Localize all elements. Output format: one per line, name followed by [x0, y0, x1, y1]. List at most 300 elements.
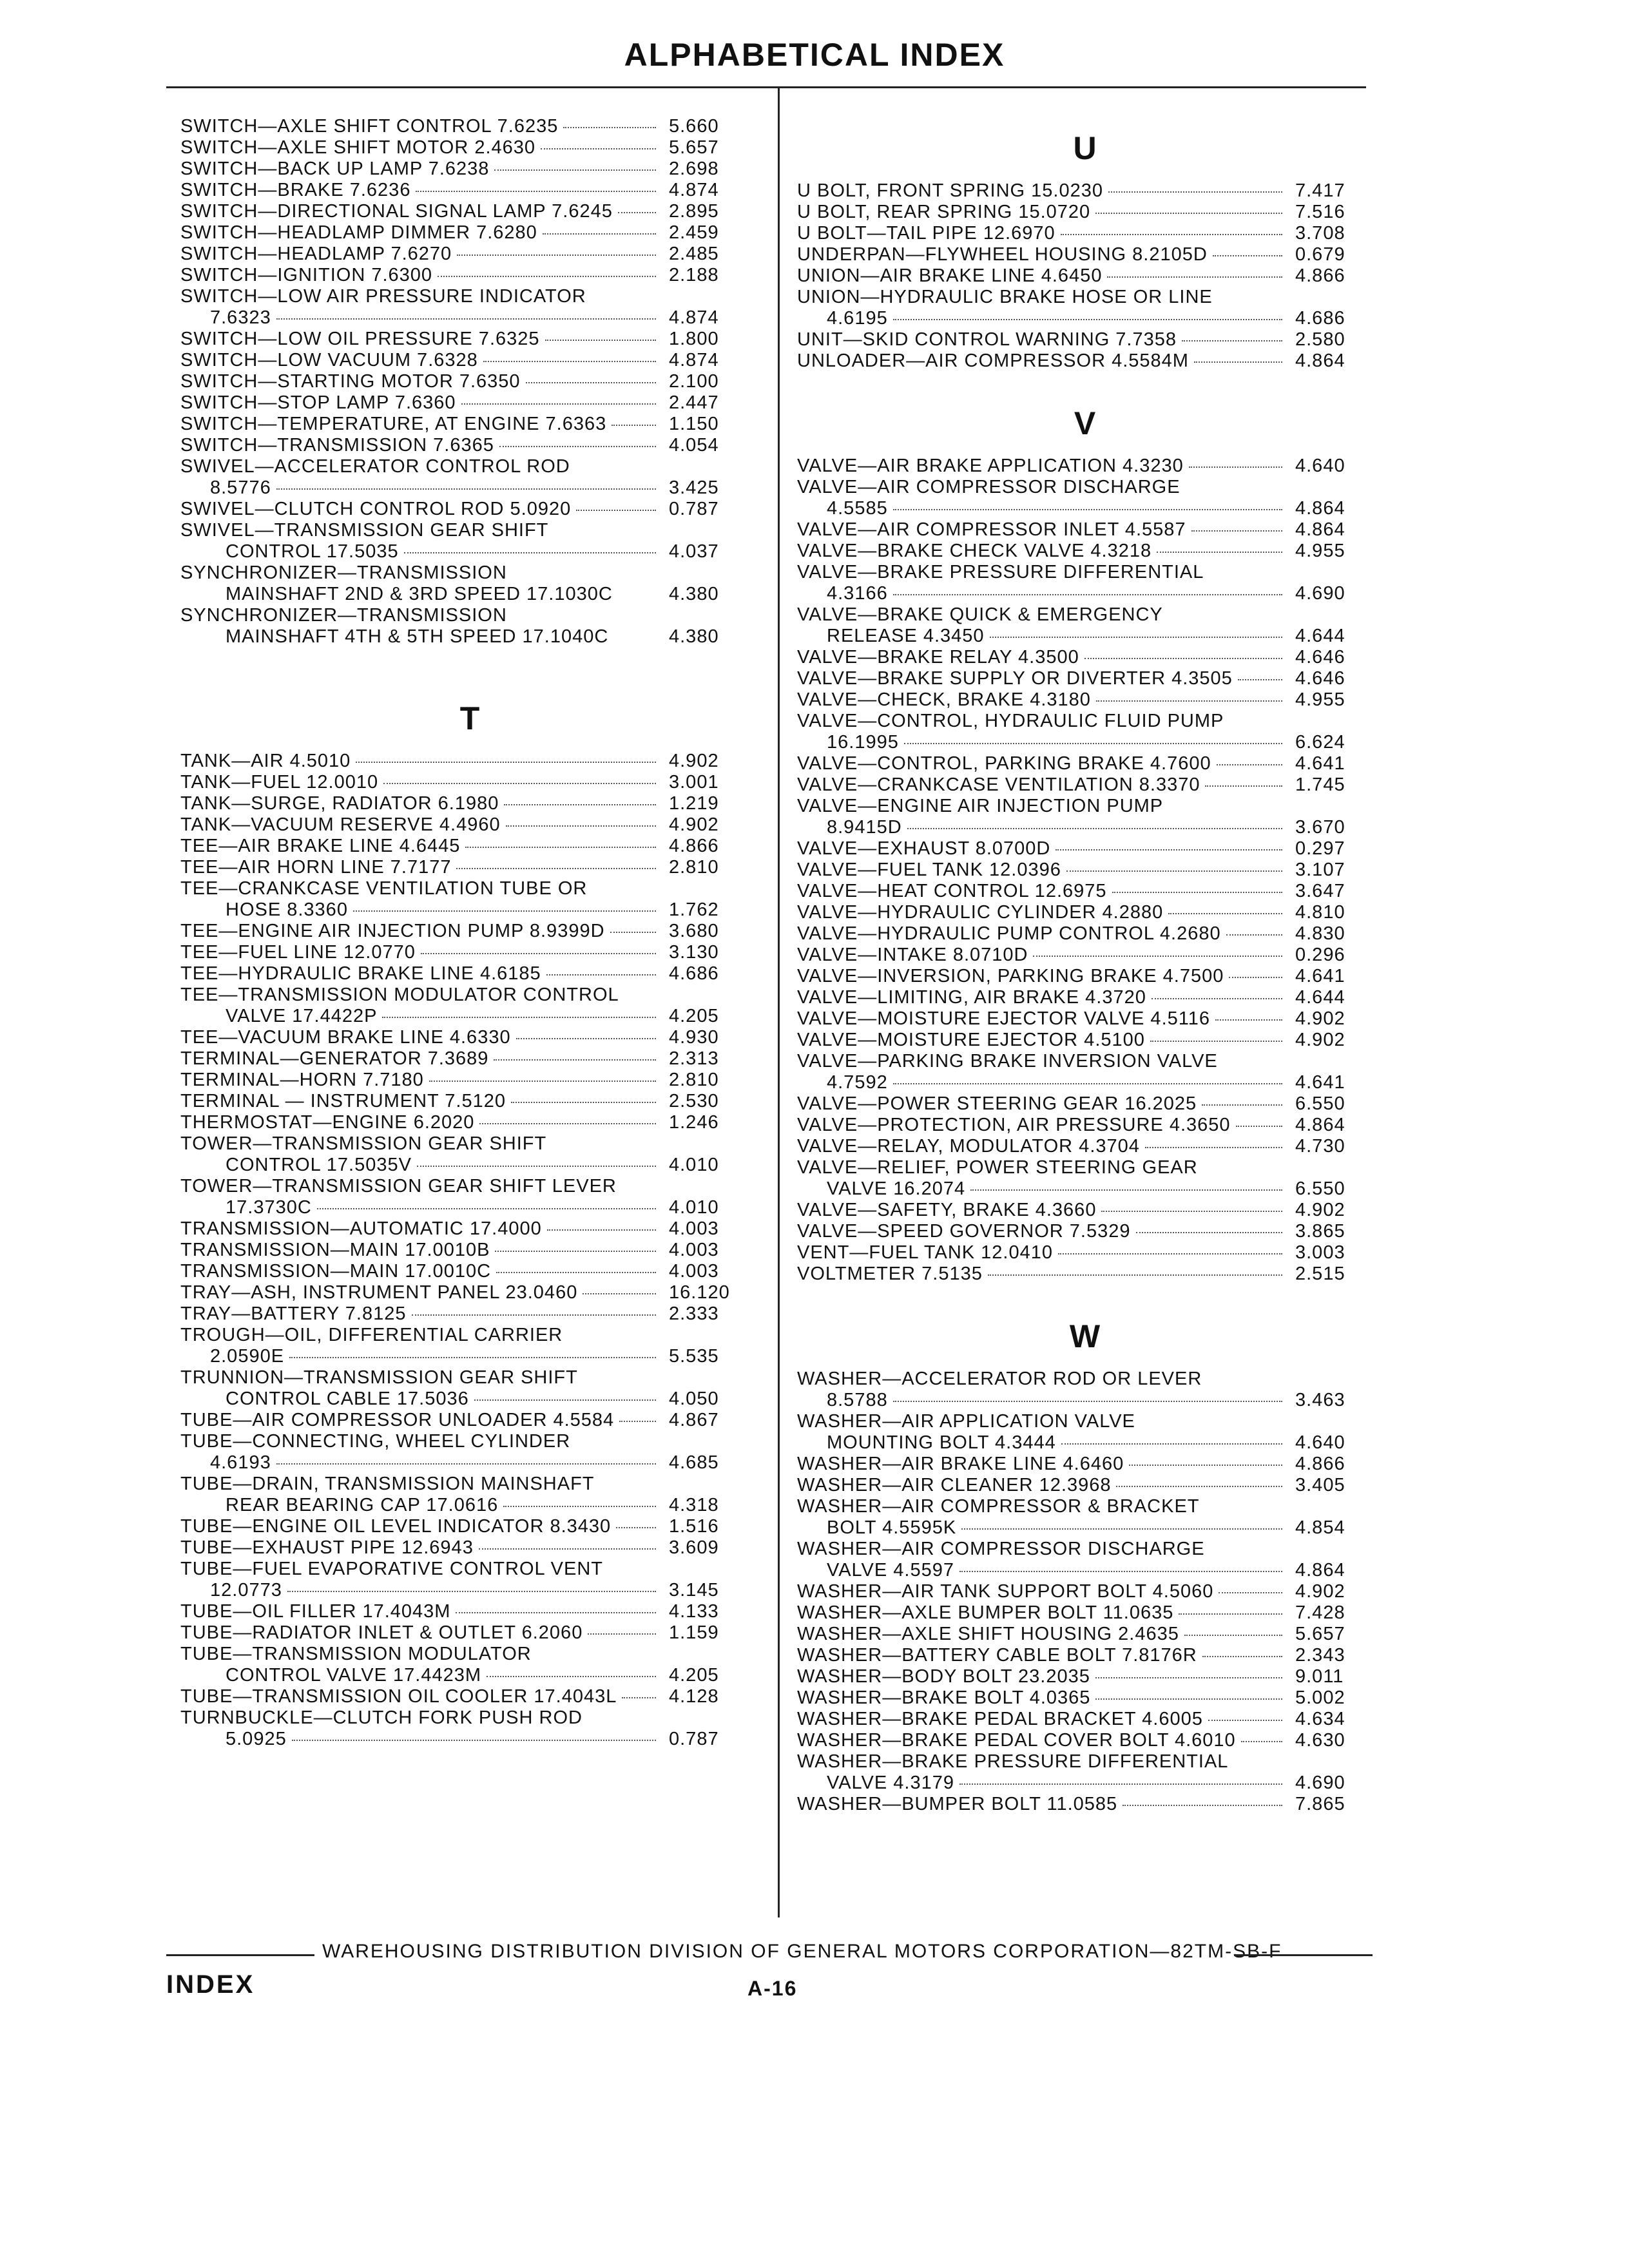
entry-text: SWIVEL—ACCELERATOR CONTROL ROD — [180, 456, 570, 477]
index-entry — [797, 945, 1373, 966]
index-entry — [180, 371, 759, 392]
entry-page: 4.380 — [669, 626, 719, 647]
entry-page: 4.644 — [1295, 626, 1345, 646]
entry-page: 4.902 — [1295, 1581, 1345, 1602]
entry-text: VALVE—CONTROL, HYDRAULIC FLUID PUMP — [797, 711, 1224, 731]
entry-page: 4.874 — [669, 180, 719, 200]
dot-leader — [317, 1208, 656, 1209]
entry-page: 1.745 — [1295, 774, 1345, 795]
entry-page: 3.647 — [1295, 881, 1345, 901]
entry-page: 4.867 — [669, 1410, 719, 1430]
entry-text: VALVE—MOISTURE EJECTOR 4.5100 — [797, 1030, 1145, 1050]
index-entry — [180, 626, 759, 648]
index-entry — [180, 1580, 759, 1601]
index-entry — [797, 1475, 1373, 1496]
index-entry — [797, 1602, 1373, 1624]
entry-text: WASHER—AIR COMPRESSOR & BRACKET — [797, 1496, 1200, 1517]
index-entry — [180, 1261, 759, 1282]
dot-leader — [504, 804, 656, 805]
index-entry — [180, 1091, 759, 1112]
entry-text: WASHER—BRAKE PRESSURE DIFFERENTIAL — [797, 1751, 1229, 1772]
entry-text: VALVE—BRAKE PRESSURE DIFFERENTIAL — [797, 562, 1204, 582]
index-entry — [180, 520, 759, 541]
entry-page: 0.679 — [1295, 244, 1345, 265]
entry-text: MOUNTING BOLT 4.3444 — [827, 1432, 1056, 1453]
entry-page: 4.930 — [669, 1027, 719, 1048]
entry-text: TEE—TRANSMISSION MODULATOR CONTROL — [180, 985, 619, 1005]
entry-page: 4.686 — [669, 963, 719, 984]
entry-text: VALVE—FUEL TANK 12.0396 — [797, 860, 1061, 880]
index-entry — [180, 1431, 759, 1452]
entry-page: 1.762 — [669, 899, 719, 920]
index-entry — [797, 1030, 1373, 1051]
index-entry — [180, 1559, 759, 1580]
entry-text: TEE—AIR BRAKE LINE 4.6445 — [180, 836, 461, 856]
entry-text: TRANSMISSION—MAIN 17.0010B — [180, 1240, 490, 1260]
dot-leader — [483, 361, 656, 362]
index-entry — [797, 180, 1373, 202]
entry-page: 4.874 — [669, 350, 719, 370]
entry-text: VALVE—HYDRAULIC CYLINDER 4.2880 — [797, 902, 1164, 923]
index-entry — [180, 1686, 759, 1707]
entry-text: SWITCH—BRAKE 7.6236 — [180, 180, 411, 200]
entry-page: 4.010 — [669, 1155, 719, 1175]
footer-page-number: A-16 — [747, 1977, 798, 2000]
index-entry — [797, 1496, 1373, 1517]
entry-text: 8.5788 — [827, 1390, 888, 1410]
entry-page: 0.296 — [1295, 945, 1345, 965]
entry-text: TROUGH—OIL, DIFFERENTIAL CARRIER — [180, 1325, 563, 1345]
entry-text: 12.0773 — [210, 1580, 282, 1600]
entry-page: 3.107 — [1295, 860, 1345, 880]
dot-leader — [893, 1083, 1282, 1084]
entry-text: VALVE—ENGINE AIR INJECTION PUMP — [797, 796, 1164, 816]
entry-text: WASHER—BATTERY CABLE BOLT 7.8176R — [797, 1645, 1197, 1666]
index-entry — [180, 477, 759, 499]
entry-text: SWITCH—LOW VACUUM 7.6328 — [180, 350, 478, 370]
dot-leader — [1202, 1104, 1282, 1106]
footer-text: WAREHOUSING DISTRIBUTION DIVISION OF GENERAL MOTORS CORPORATION—82TM-SB-F — [322, 1941, 1282, 1962]
entry-page: 3.001 — [669, 772, 719, 793]
entry-page: 3.680 — [669, 921, 719, 941]
entry-page: 4.003 — [669, 1261, 719, 1282]
index-entry — [797, 265, 1373, 287]
section-letter-w: W — [1069, 1318, 1101, 1354]
entry-text: CONTROL 17.5035V — [226, 1155, 412, 1175]
dot-leader — [1236, 1126, 1282, 1127]
entry-text: 4.7592 — [827, 1072, 888, 1093]
index-entry — [180, 1112, 759, 1133]
entry-page: 9.011 — [1295, 1666, 1344, 1687]
dot-leader — [276, 318, 656, 320]
index-entry — [797, 604, 1373, 626]
index-entry — [180, 456, 759, 477]
entry-text: TOWER—TRANSMISSION GEAR SHIFT — [180, 1133, 547, 1154]
dot-leader — [456, 1612, 656, 1613]
index-entry — [797, 1411, 1373, 1432]
dot-leader — [990, 637, 1282, 638]
entry-page: 5.660 — [669, 116, 719, 137]
dot-leader — [1229, 977, 1282, 978]
entry-text: SWITCH—TEMPERATURE, AT ENGINE 7.6363 — [180, 414, 607, 434]
entry-page: 1.800 — [669, 329, 719, 349]
index-entry — [797, 1517, 1373, 1539]
dot-leader — [383, 783, 656, 784]
dot-leader — [1095, 1677, 1282, 1678]
dot-leader — [506, 825, 656, 827]
entry-page: 4.003 — [669, 1218, 719, 1239]
dot-leader — [893, 1401, 1282, 1402]
index-entry — [180, 1622, 759, 1644]
entry-page: 2.530 — [669, 1091, 719, 1111]
dot-leader — [494, 1059, 656, 1061]
entry-text: WASHER—AIR TANK SUPPORT BOLT 4.5060 — [797, 1581, 1214, 1602]
index-entry — [797, 351, 1373, 372]
entry-text: TUBE—EXHAUST PIPE 12.6943 — [180, 1537, 474, 1558]
index-entry — [797, 519, 1373, 541]
section-letter-v: V — [1074, 405, 1096, 441]
dot-leader — [1182, 340, 1282, 341]
entry-page: 4.902 — [669, 751, 719, 771]
entry-page: 4.864 — [1295, 1560, 1345, 1581]
entry-page: 2.333 — [669, 1303, 719, 1324]
dot-leader — [421, 953, 656, 954]
entry-page: 4.640 — [1295, 456, 1345, 476]
entry-page: 4.644 — [1295, 987, 1345, 1008]
entry-text: WASHER—BRAKE PEDAL COVER BOLT 4.6010 — [797, 1730, 1236, 1751]
index-entry — [797, 329, 1373, 351]
dot-leader — [1101, 1211, 1282, 1212]
dot-leader — [1112, 892, 1282, 893]
dot-leader — [1058, 1253, 1282, 1254]
entry-text: U BOLT, REAR SPRING 15.0720 — [797, 202, 1091, 222]
dot-leader — [893, 594, 1282, 595]
index-entry — [797, 477, 1373, 498]
index-entry — [797, 1242, 1373, 1264]
entry-text: TUBE—ENGINE OIL LEVEL INDICATOR 8.3430 — [180, 1516, 612, 1537]
dot-leader — [1061, 234, 1282, 235]
index-entry — [797, 1687, 1373, 1709]
entry-text: VALVE 16.2074 — [827, 1178, 966, 1199]
entry-text: TEE—CRANKCASE VENTILATION TUBE OR — [180, 878, 588, 899]
entry-text: SWITCH—AXLE SHIFT CONTROL 7.6235 — [180, 116, 559, 137]
dot-leader — [412, 1314, 657, 1316]
entry-text: SWITCH—LOW AIR PRESSURE INDICATOR — [180, 286, 586, 307]
index-entry — [180, 201, 759, 222]
entry-text: BOLT 4.5595K — [827, 1517, 957, 1538]
entry-text: TEE—VACUUM BRAKE LINE 4.6330 — [180, 1027, 511, 1048]
entry-page: 4.641 — [1295, 753, 1345, 774]
dot-leader — [287, 1591, 656, 1592]
dot-leader — [1152, 998, 1282, 999]
index-entry — [797, 498, 1373, 519]
dot-leader — [1123, 1805, 1282, 1806]
index-entry — [180, 265, 759, 286]
index-entry — [797, 1794, 1373, 1815]
entry-page: 3.003 — [1295, 1242, 1345, 1263]
index-entry — [797, 1560, 1373, 1581]
dot-leader — [292, 1740, 656, 1741]
index-entry — [180, 1197, 759, 1218]
entry-page: 4.864 — [1295, 498, 1345, 519]
dot-leader — [1084, 658, 1282, 659]
dot-leader — [618, 212, 656, 213]
index-entry — [797, 456, 1373, 477]
entry-text: TRANSMISSION—MAIN 17.0010C — [180, 1261, 492, 1282]
index-entry — [797, 1093, 1373, 1115]
dot-leader — [1238, 679, 1282, 680]
entry-text: TUBE—RADIATOR INLET & OUTLET 6.2060 — [180, 1622, 583, 1643]
entry-text: SYNCHRONIZER—TRANSMISSION — [180, 562, 507, 583]
dot-leader — [583, 1293, 656, 1294]
entry-page: 7.865 — [1295, 1794, 1345, 1814]
entry-text: SWITCH—AXLE SHIFT MOTOR 2.4630 — [180, 137, 536, 158]
entry-text: UNION—AIR BRAKE LINE 4.6450 — [797, 265, 1103, 286]
index-entry — [180, 1410, 759, 1431]
entry-text: SYNCHRONIZER—TRANSMISSION — [180, 605, 507, 626]
entry-text: TEE—ENGINE AIR INJECTION PUMP 8.9399D — [180, 921, 605, 941]
section-letter-u: U — [1073, 130, 1097, 166]
entry-page: 4.050 — [669, 1389, 719, 1409]
dot-leader — [1033, 956, 1282, 957]
index-entry — [797, 1264, 1373, 1285]
entry-text: TEE—HYDRAULIC BRAKE LINE 4.6185 — [180, 963, 541, 984]
index-entry — [797, 987, 1373, 1008]
entry-page: 4.318 — [669, 1495, 719, 1515]
entry-page: 4.641 — [1295, 1072, 1345, 1093]
entry-text: REAR BEARING CAP 17.0616 — [226, 1495, 499, 1515]
entry-text: SWITCH—STARTING MOTOR 7.6350 — [180, 371, 521, 392]
dot-leader — [576, 510, 656, 511]
entry-text: SWITCH—HEADLAMP DIMMER 7.6280 — [180, 222, 537, 243]
entry-page: 4.902 — [1295, 1030, 1345, 1050]
left-column — [180, 116, 759, 1750]
entry-text: WASHER—BRAKE BOLT 4.0365 — [797, 1687, 1091, 1708]
dot-leader — [612, 425, 656, 426]
entry-text: TERMINAL — INSTRUMENT 7.5120 — [180, 1091, 506, 1111]
footer-rule-right — [1234, 1954, 1373, 1956]
index-entry — [180, 180, 759, 201]
dot-leader — [503, 1506, 656, 1507]
entry-text: U BOLT—TAIL PIPE 12.6970 — [797, 223, 1055, 244]
entry-text: VALVE—AIR COMPRESSOR INLET 4.5587 — [797, 519, 1186, 540]
dot-leader — [616, 1527, 656, 1528]
index-entry — [797, 860, 1373, 881]
index-entry — [180, 836, 759, 857]
entry-page: 1.219 — [669, 793, 719, 814]
entry-text: TRANSMISSION—AUTOMATIC 17.4000 — [180, 1218, 542, 1239]
dot-leader — [438, 276, 656, 277]
entry-text: UNION—HYDRAULIC BRAKE HOSE OR LINE — [797, 287, 1213, 307]
entry-page: 4.380 — [669, 584, 719, 604]
entry-text: VALVE—SAFETY, BRAKE 4.3660 — [797, 1200, 1097, 1220]
dot-leader — [970, 1189, 1282, 1191]
dot-leader — [546, 974, 656, 975]
index-entry — [797, 244, 1373, 265]
index-entry — [797, 1581, 1373, 1602]
index-entry — [797, 923, 1373, 945]
footer-rule-left — [166, 1954, 314, 1956]
dot-leader — [526, 382, 656, 383]
entry-page: 4.634 — [1295, 1709, 1345, 1729]
entry-text: SWITCH—LOW OIL PRESSURE 7.6325 — [180, 329, 540, 349]
entry-text: 17.3730C — [226, 1197, 312, 1218]
entry-text: SWITCH—HEADLAMP 7.6270 — [180, 244, 452, 264]
dot-leader — [404, 552, 656, 553]
index-entry — [797, 902, 1373, 923]
dot-leader — [1136, 1232, 1282, 1233]
index-entry — [797, 1115, 1373, 1136]
dot-leader — [496, 1272, 656, 1273]
index-entry — [180, 1495, 759, 1516]
entry-text: VENT—FUEL TANK 12.0410 — [797, 1242, 1054, 1263]
entry-text: VALVE—BRAKE CHECK VALVE 4.3218 — [797, 541, 1152, 561]
entry-page: 0.297 — [1295, 838, 1345, 859]
entry-text: SWITCH—IGNITION 7.6300 — [180, 265, 433, 285]
index-entry — [180, 1303, 759, 1325]
entry-page: 4.630 — [1295, 1730, 1345, 1751]
entry-text: 7.6323 — [210, 307, 271, 328]
entry-page: 4.902 — [1295, 1200, 1345, 1220]
entry-text: TANK—SURGE, RADIATOR 6.1980 — [180, 793, 499, 814]
dot-leader — [588, 1633, 656, 1635]
entry-page: 3.708 — [1295, 223, 1345, 244]
entry-page: 2.485 — [669, 244, 719, 264]
index-entry — [180, 751, 759, 772]
index-entry — [180, 1452, 759, 1474]
entry-page: 4.864 — [1295, 351, 1345, 371]
entry-text: SWIVEL—CLUTCH CONTROL ROD 5.0920 — [180, 499, 572, 519]
entry-text: TRAY—ASH, INSTRUMENT PANEL 23.0460 — [180, 1282, 578, 1303]
entry-text: U BOLT, FRONT SPRING 15.0230 — [797, 180, 1103, 201]
entry-text: VALVE—RELIEF, POWER STEERING GEAR — [797, 1157, 1198, 1178]
dot-leader — [465, 847, 656, 848]
index-entry — [180, 1218, 759, 1240]
entry-text: SWITCH—BACK UP LAMP 7.6238 — [180, 159, 490, 179]
index-entry — [797, 774, 1373, 796]
entry-page: 2.313 — [669, 1048, 719, 1069]
entry-page: 2.810 — [669, 1070, 719, 1090]
dot-leader — [487, 1676, 656, 1677]
dot-leader — [1095, 213, 1282, 214]
entry-text: TUBE—TRANSMISSION OIL COOLER 17.4043L — [180, 1686, 617, 1707]
entry-text: CONTROL CABLE 17.5036 — [226, 1389, 469, 1409]
index-entry — [180, 1729, 759, 1750]
entry-page: 6.624 — [1295, 732, 1345, 753]
dot-leader — [382, 1017, 656, 1018]
dot-leader — [959, 1571, 1282, 1572]
dot-leader — [1096, 700, 1282, 702]
entry-page: 2.459 — [669, 222, 719, 243]
entry-text: VALVE 4.5597 — [827, 1560, 954, 1581]
index-entry — [797, 796, 1373, 817]
dot-leader — [1108, 191, 1282, 193]
index-entry — [797, 1200, 1373, 1221]
entry-text: CONTROL VALVE 17.4423M — [226, 1665, 482, 1686]
index-entry — [180, 985, 759, 1006]
index-entry — [180, 1644, 759, 1665]
index-entry — [180, 414, 759, 435]
index-entry — [797, 1773, 1373, 1794]
entry-text: VALVE—BRAKE SUPPLY OR DIVERTER 4.3505 — [797, 668, 1233, 689]
entry-text: THERMOSTAT—ENGINE 6.2020 — [180, 1112, 475, 1133]
dot-leader — [610, 932, 656, 933]
entry-page: 1.516 — [669, 1516, 719, 1537]
index-entry — [797, 202, 1373, 223]
entry-text: VALVE 17.4422P — [226, 1006, 378, 1026]
entry-page: 3.609 — [669, 1537, 719, 1558]
entry-text: TANK—VACUUM RESERVE 4.4960 — [180, 814, 501, 835]
index-entry — [797, 881, 1373, 902]
entry-page: 3.865 — [1295, 1221, 1345, 1242]
entry-page: 4.128 — [669, 1686, 719, 1707]
entry-page: 4.830 — [1295, 923, 1345, 944]
entry-page: 4.902 — [669, 814, 719, 835]
index-entry — [180, 307, 759, 329]
index-entry — [180, 963, 759, 985]
dot-leader — [276, 1463, 656, 1465]
entry-page: 4.003 — [669, 1240, 719, 1260]
index-entry — [180, 1601, 759, 1622]
index-entry — [797, 1624, 1373, 1645]
entry-text: WASHER—BRAKE PEDAL BRACKET 4.6005 — [797, 1709, 1203, 1729]
entry-text: VALVE 4.3179 — [827, 1773, 954, 1793]
entry-page: 7.516 — [1295, 202, 1345, 222]
dot-leader — [416, 191, 656, 192]
entry-text: TUBE—TRANSMISSION MODULATOR — [180, 1644, 532, 1664]
index-entry — [180, 541, 759, 562]
dot-leader — [1191, 530, 1282, 532]
index-entry — [797, 308, 1373, 329]
index-entry — [180, 350, 759, 371]
entry-text: UNLOADER—AIR COMPRESSOR 4.5584M — [797, 351, 1189, 371]
index-entry — [180, 1516, 759, 1537]
dot-leader — [417, 1166, 656, 1167]
dot-leader — [1116, 1486, 1282, 1487]
entry-text: TUBE—DRAIN, TRANSMISSION MAINSHAFT — [180, 1474, 595, 1494]
entry-text: VALVE—HYDRAULIC PUMP CONTROL 4.2680 — [797, 923, 1221, 944]
entry-text: VALVE—AIR BRAKE APPLICATION 4.3230 — [797, 456, 1184, 476]
index-entry — [180, 1070, 759, 1091]
entry-text: WASHER—AIR CLEANER 12.3968 — [797, 1475, 1112, 1495]
dot-leader — [1213, 255, 1282, 256]
entry-page: 5.535 — [669, 1346, 719, 1367]
index-entry — [797, 1157, 1373, 1178]
dot-leader — [457, 255, 656, 256]
dot-leader — [1055, 849, 1282, 850]
index-entry — [797, 1432, 1373, 1454]
entry-page: 4.810 — [1295, 902, 1345, 923]
entry-text: TRUNNION—TRANSMISSION GEAR SHIFT — [180, 1367, 578, 1388]
dot-leader — [495, 1251, 656, 1252]
entry-text: VALVE—HEAT CONTROL 12.6975 — [797, 881, 1107, 901]
index-entry — [180, 1048, 759, 1070]
index-entry — [180, 921, 759, 942]
entry-text: SWITCH—TRANSMISSION 7.6365 — [180, 435, 494, 456]
entry-text: 4.5585 — [827, 498, 888, 519]
entry-text: MAINSHAFT 2ND & 3RD SPEED 17.1030C — [226, 584, 613, 604]
index-entry — [797, 1390, 1373, 1411]
index-entry — [180, 286, 759, 307]
dot-leader — [1189, 466, 1282, 468]
entry-page: 4.641 — [1295, 966, 1345, 986]
index-entry — [180, 1537, 759, 1559]
entry-text: WASHER—AIR COMPRESSOR DISCHARGE — [797, 1539, 1205, 1559]
index-entry — [797, 966, 1373, 987]
dot-leader — [547, 1229, 656, 1231]
dot-leader — [276, 488, 656, 490]
dot-leader — [353, 910, 656, 912]
